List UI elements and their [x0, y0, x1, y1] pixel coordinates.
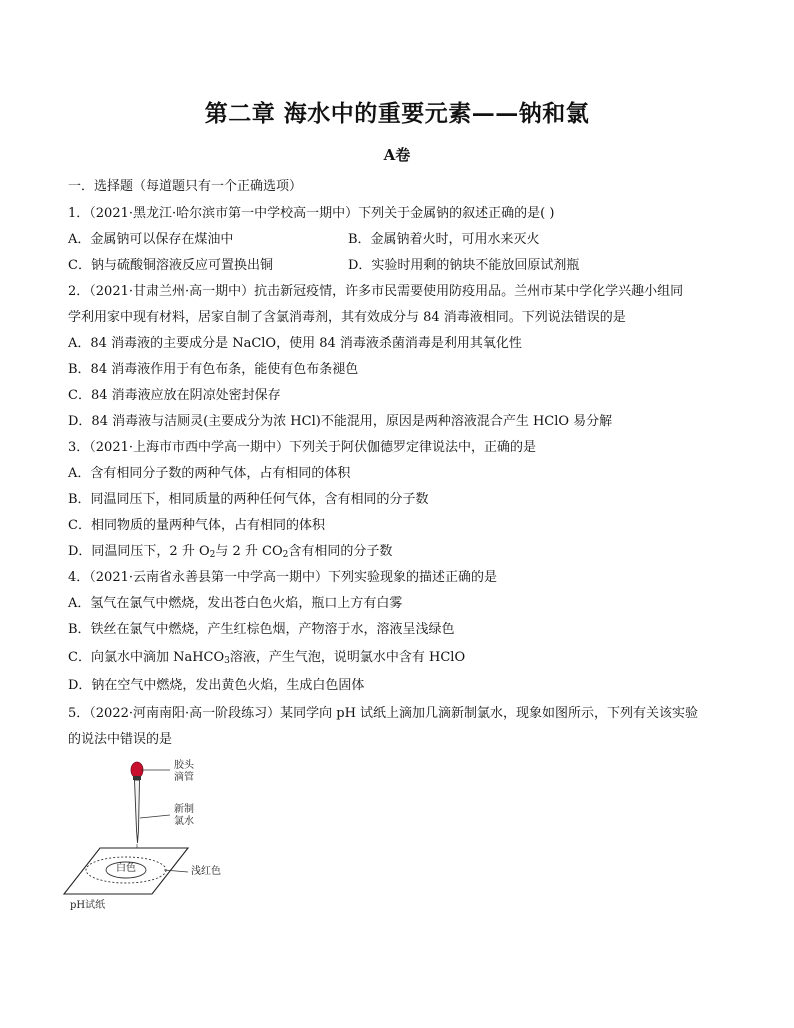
- dropper-tube: [135, 780, 140, 843]
- question-2-stem-line-1: 2．（2021·甘肃兰州·高一期中）抗击新冠疫情，许多市民需要使用防疫用品。兰州市某中学化学兴趣小组同: [68, 284, 684, 299]
- question-4-option-b: B．铁丝在氯气中燃烧，产生红棕色烟，产物溶于水，溶液呈浅绿色: [68, 622, 455, 637]
- question-2-option-a: A．84 消毒液的主要成分是 NaClO，使用 84 消毒液杀菌消毒是利用其氧化性: [68, 336, 522, 351]
- leader-chlorine-water: [140, 815, 170, 818]
- question-2-option-d: D．84 消毒液与洁厕灵(主要成分为浓 HCl)不能混用，原因是两种溶液混合产生 HClO 易分解: [68, 414, 613, 429]
- question-3-option-d: D．同温同压下，2 升 $O_2$与 2 升 $CO_2$含有相同的分子数: [68, 544, 393, 560]
- question-1-option-b: B．金属钠着火时，可用水来灭火: [348, 232, 540, 247]
- question-5-stem-line-1: 5．（2022·河南南阳·高一阶段练习）某同学向 pH 试纸上滴加几滴新制氯水，现象如图所示，下列有关该实验: [68, 706, 699, 721]
- question-1-option-c: C．钠与硫酸铜溶液反应可置换出铜: [68, 258, 273, 273]
- page-subtitle: A卷: [383, 146, 411, 164]
- question-3-option-c: C．相同物质的量两种气体，占有相同的体积: [68, 518, 325, 533]
- question-4-option-c: C．向氯水中滴加 NaHCO$_3$溶液，产生气泡，说明氯水中含有 HClO: [68, 650, 466, 666]
- question-4-option-d: D．钠在空气中燃烧，发出黄色火焰，生成白色固体: [68, 678, 365, 693]
- question-2-stem-line-2: 学利用家中现有材料，居家自制了含氯消毒剂，其有效成分与 84 消毒液相同。下列说法错误的是: [68, 310, 626, 325]
- dropper-label: 胶头 滴管: [174, 760, 194, 783]
- question-2-option-c: C．84 消毒液应放在阴凉处密封保存: [68, 388, 281, 403]
- question-1-option-d: D．实验时用剩的钠块不能放回原试剂瓶: [348, 258, 580, 273]
- question-3-option-a: A．含有相同分子数的两种气体，占有相同的体积: [68, 466, 351, 481]
- chlorine-water-label: 新制 氯水: [174, 804, 194, 827]
- figure-drawing: [60, 758, 250, 918]
- question-1-stem: 1．（2021·黑龙江·哈尔滨市第一中学校高一期中）下列关于金属钠的叙述正确的是( ): [68, 206, 555, 221]
- ph-paper-figure: [60, 758, 250, 918]
- question-4-option-a: A．氢气在氯气中燃烧，发出苍白色火焰，瓶口上方有白雾: [68, 596, 403, 611]
- page-title: 第二章 海水中的重要元素——钠和氯: [204, 100, 590, 127]
- question-3-option-b: B．同温同压下，相同质量的两种任何气体，含有相同的分子数: [68, 492, 429, 507]
- question-2-option-b: B．84 消毒液作用于有色布条，能使有色布条褪色: [68, 362, 359, 377]
- white-label: 白色: [116, 863, 136, 874]
- question-1-option-a: A．金属钠可以保存在煤油中: [68, 232, 234, 247]
- question-5-stem-line-2: 的说法中错误的是: [68, 732, 173, 747]
- section-heading: 一．选择题（每道题只有一个正确选项）: [68, 179, 303, 194]
- light-red-label: 浅红色: [191, 866, 221, 877]
- question-4-stem: 4．（2021·云南省永善县第一中学高一期中）下列实验现象的描述正确的是: [68, 570, 497, 585]
- ph-paper-label: pH试纸: [70, 900, 106, 911]
- dropper-collar: [133, 776, 141, 780]
- question-3-stem: 3．（2021·上海市市西中学高一期中）下列关于阿伏伽德罗定律说法中，正确的是: [68, 440, 536, 455]
